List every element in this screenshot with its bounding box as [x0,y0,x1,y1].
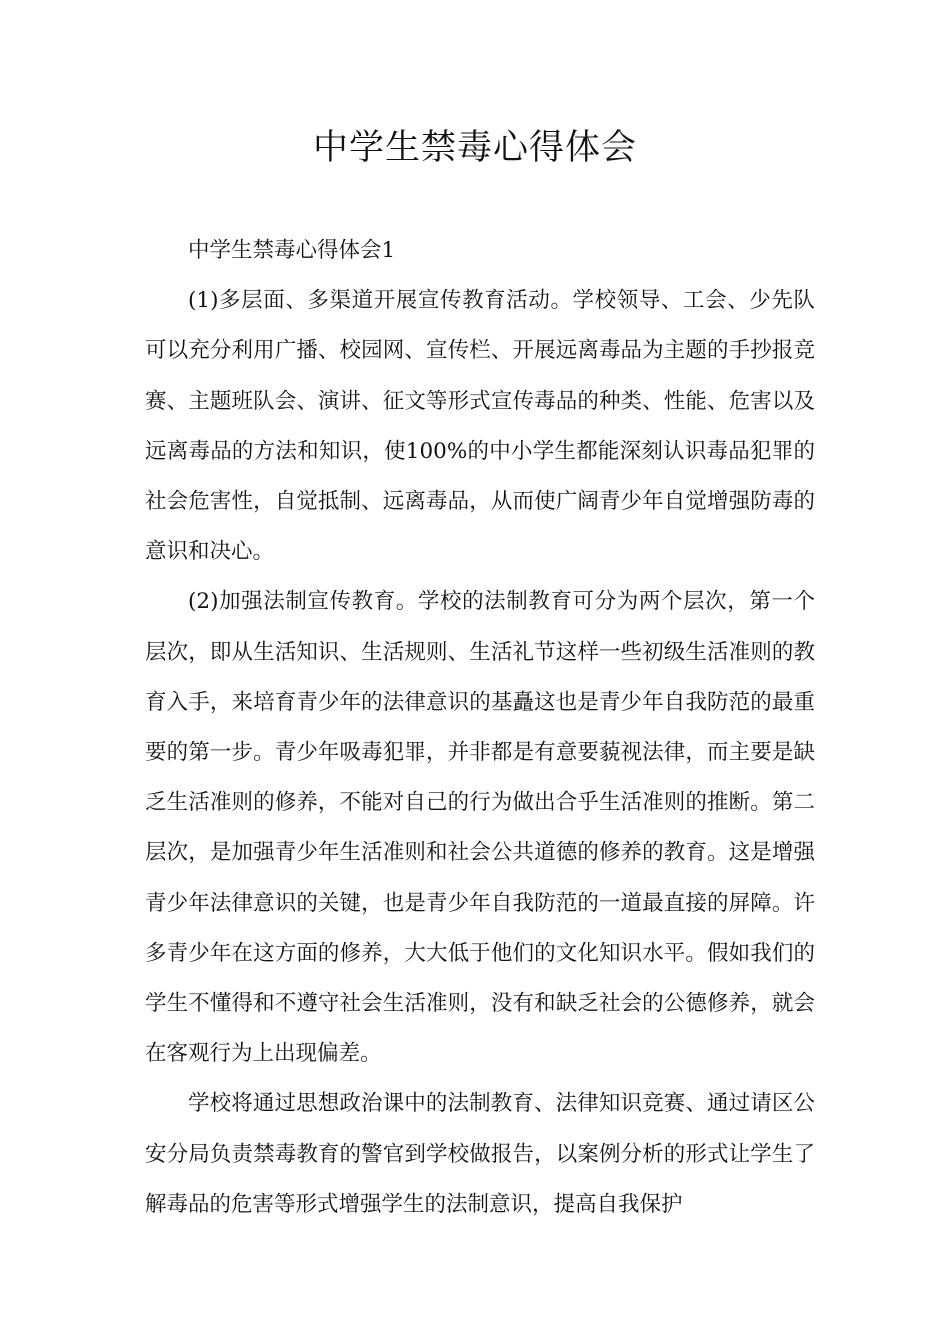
document-body [145,226,815,1230]
paragraph-3: 学校将通过思想政治课中的法制教育、法律知识竞赛、通过请区公安分局负责禁毒教育的警官到学校做报告，以案例分析的形式让学生了解毒品的危害等形式增强学生的法制意识，提高自我保护 [145,1091,815,1217]
paragraph-1: (1)多层面、多渠道开展宣传教育活动。学校领导、工会、少先队可以充分利用广播、校园网、宣传栏、开展远离毒品为主题的手抄报竞赛、主题班队会、演讲、征文等形式宣传毒品的种类、性能、危害以及远离毒品的方法和知识，使100%的中小学生都能深刻认识毒品犯罪的社会危害性，自觉抵制、远离毒品，从而使广阔青少年自觉增强防毒的意识和决心。 [145,288,815,565]
document-title: 中学生禁毒心得体会 [312,128,637,168]
section-heading: 中学生禁毒心得体会1 [188,238,396,263]
paragraph-2: (2)加强法制宣传教育。学校的法制教育可分为两个层次，第一个层次，即从生活知识、生活规则、生活礼节这样一些初级生活准则的教育入手，来培育青少年的法律意识的基矗这也是青少年自我防范的最重要的第一步。青少年吸毒犯罪，并非都是有意要藐视法律，而主要是缺乏生活准则的修养，不能对自己的行为做出合乎生活准则的推断。第二层次，是加强青少年生活准则和社会公共道德的修养的教育。这是增强青少年法律意识的关键，也是青少年自我防范的一道最直接的屏障。许多青少年在这方面的修养，大大低于他们的文化知识水平。假如我们的学生不懂得和不遵守社会生活准则，没有和缺乏社会的公德修养，就会在客观行为上出现偏差。 [145,589,815,1067]
